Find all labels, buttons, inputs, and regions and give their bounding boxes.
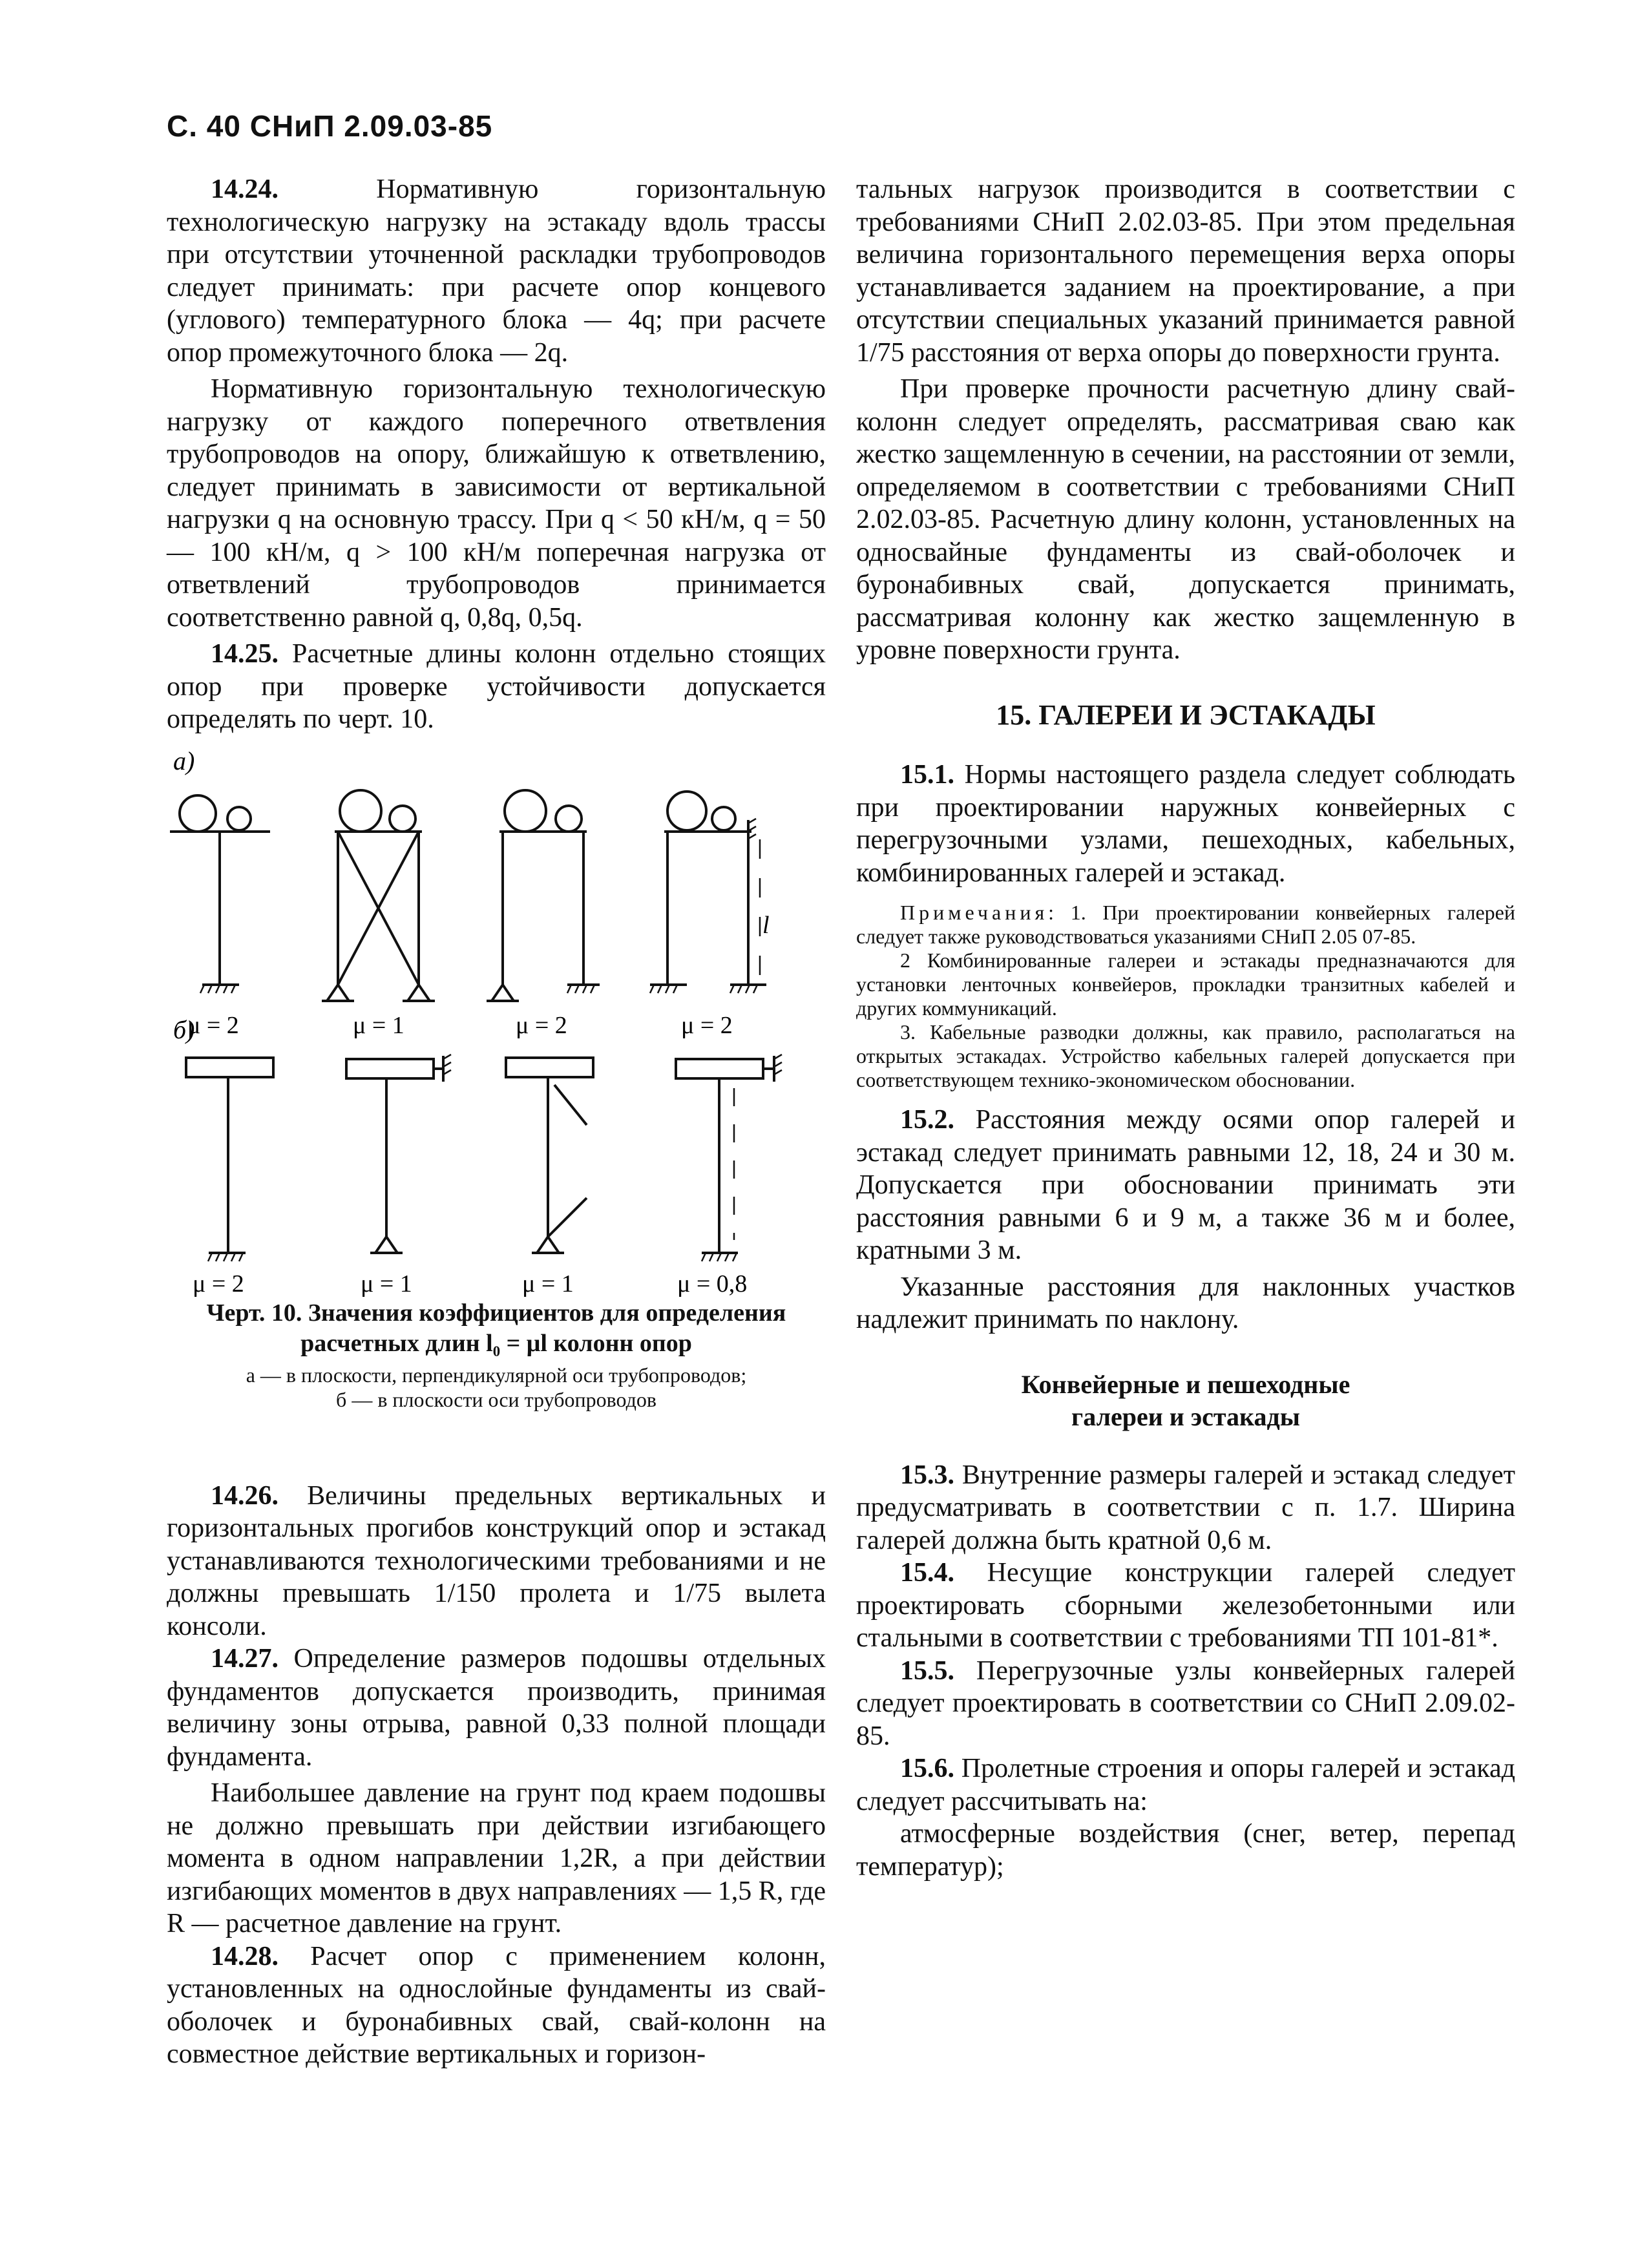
paragraph-15-2-continued: Указанные расстояния для наклонных участков надлежит принимать по наклону. <box>856 1272 1515 1334</box>
paragraph-15-1 <box>856 759 1515 889</box>
scheme-a3 <box>487 790 600 1001</box>
paragraph-14-27-continued: Наибольшее давление на грунт под краем подошвы не должно превышать при действии изгибающего момента в одном направлении 1,2R, а при действии изгибающих моментов в двух направлениях — 1,5 R, где R — расчетное давление на грунт. <box>167 1778 826 1938</box>
mu-b1: μ = 2 <box>193 1270 244 1297</box>
note-3: 3. Кабельные разводки должны, как правило, располагаться на открытых эстакадах. Устройство кабельных галерей допускается при соответствующем технико-экономическом обосновании. <box>856 1020 1515 1091</box>
scheme-b2 <box>346 1055 451 1253</box>
subsection-title-line-1: Конвейерные и пешеходные <box>1021 1369 1350 1399</box>
paragraph-15-5 <box>856 1655 1515 1753</box>
right-column <box>856 173 1515 1883</box>
scheme-a4 <box>650 792 770 993</box>
mu-a3: μ = 2 <box>516 1011 567 1039</box>
clause-number: 15.4. <box>900 1558 954 1588</box>
figure-10-diagram <box>167 742 826 1298</box>
clause-text: Величины предельных вертикальных и горизонтальных прогибов конструкций опор и эстакад устанавливаются технологическими требованиями и не должны превышать 1/150 пролета и 1/75 вылета консоли. <box>167 1480 826 1641</box>
mu-b2: μ = 1 <box>361 1270 412 1297</box>
note-1 <box>856 901 1515 949</box>
clause-number: 14.28. <box>211 1941 278 1971</box>
left-column <box>167 173 826 2071</box>
clause-text: Расчетные длины колонн отдельно стоящих опор при проверке устойчивости допускается определять по черт. 10. <box>167 639 826 734</box>
clause-number: 15.3. <box>900 1460 954 1490</box>
paragraph-15-4 <box>856 1557 1515 1655</box>
length-label: l <box>762 911 770 939</box>
paragraph-14-28 <box>167 1940 826 2071</box>
mu-b4: μ = 0,8 <box>677 1270 748 1297</box>
notes-label: Примечания <box>900 901 1049 924</box>
figure-10 <box>167 742 826 1469</box>
clause-text: Определение размеров подошвы отдельных фундаментов допускается производить, принимая величину зоны отрыва, равной 0,33 полной площади фундамента. <box>167 1644 826 1772</box>
paragraph-15-6-item: атмосферные воздействия (снег, ветер, перепад температур); <box>856 1819 1515 1882</box>
paragraph-14-24 <box>167 173 826 369</box>
figure-legend-a: а — в плоскости, перпендикулярной оси трубопроводов; <box>246 1363 747 1387</box>
paragraph-15-3 <box>856 1459 1515 1557</box>
clause-text: Нормативную горизонтальную технологическую нагрузку на эстакаду вдоль трассы при отсутствии уточненной раскладки трубопроводов следует принимать: при расчете опор концевого (углового) температурного блока — 4q; при расчете опор промежуточного блока — 2q. <box>167 174 826 368</box>
clause-number: 15.1. <box>900 760 954 790</box>
running-head: С. 40 СНиП 2.09.03-85 <box>167 109 493 143</box>
paragraph-14-24-continued: Нормативную горизонтальную технологическую нагрузку от каждого поперечного ответвления трубопроводов на опору, ближайшую к ответвлению, следует принимать в зависимости от вертикальной нагрузки q на основную трассу. При q < 50 кН/м, q = 50 — 100 кН/м, q > 100 кН/м поперечная нагрузка от ответвлений трубопроводов принимается соответственно равной q, 0,8q, 0,5q. <box>167 374 826 633</box>
mu-a1: μ = 2 <box>187 1011 239 1039</box>
note-1-text: : 1. При проектировании конвейерных галерей следует также руководствоваться указаниями СНиП 2.05 07-85. <box>856 901 1515 948</box>
clause-number: 14.25. <box>211 639 278 669</box>
mu-b3: μ = 1 <box>522 1270 574 1297</box>
clause-text: Нормы настоящего раздела следует соблюдать при проектировании наружных конвейерных с перегрузочными узлами, пешеходных, кабельных, комбинированных галерей и эстакад. <box>856 760 1515 888</box>
clause-number: 14.26. <box>211 1480 278 1511</box>
figure-caption <box>167 1298 826 1359</box>
clause-text: Несущие конструкции галерей следует проектировать сборными железобетонными или стальными в соответствии с требованиями ТП 101-81*. <box>856 1558 1515 1653</box>
figure-legend-b: б — в плоскости оси трубопроводов <box>336 1387 656 1411</box>
paragraph-14-27 <box>167 1643 826 1773</box>
paragraph-15-6 <box>856 1752 1515 1818</box>
notes-block <box>856 901 1515 1092</box>
paragraph-14-25 <box>167 638 826 736</box>
subsection-title-line-2: галереи и эстакады <box>1071 1402 1300 1431</box>
scheme-b3 <box>506 1058 593 1253</box>
clause-number: 14.27. <box>211 1644 278 1674</box>
clause-text: Внутренние размеры галерей и эстакад следует предусматривать в соответствии с п. 1.7. Ширина галерей должна быть кратной 0,6 м. <box>856 1460 1515 1555</box>
mu-a4: μ = 2 <box>681 1011 733 1039</box>
clause-number: 14.24. <box>211 174 278 204</box>
section-title: 15. ГАЛЕРЕИ И ЭСТАКАДЫ <box>996 698 1376 731</box>
clause-text: Перегрузочные узлы конвейерных галерей следует проектировать в соответствии со СНиП 2.09.02-85. <box>856 1655 1515 1751</box>
scheme-a2 <box>322 790 435 1001</box>
figure-caption-title: Черт. 10. Значения коэффициентов для определения расчетных длин l₀ = μl колонн опор <box>206 1299 786 1357</box>
subsection-title <box>856 1369 1515 1433</box>
clause-number: 15.5. <box>900 1655 954 1686</box>
note-2: 2 Комбинированные галереи и эстакады предназначаются для установки ленточных конвейеров, прокладки транзитных кабелей и других коммуникаций. <box>856 949 1515 1020</box>
paragraph-15-2 <box>856 1104 1515 1267</box>
clause-number: 15.2. <box>900 1105 954 1135</box>
paragraph-strength-check: При проверке прочности расчетную длину свай-колонн следует определять, рассматривая сваю как жестко защемленную в сечении, на расстоянии от земли, определяемом в соответствии с требованиями СНиП 2.02.03-85. Расчетную длину колонн, установленных на односвайные фундаменты из свай-оболочек и буронабивных свай, допускается принимать, рассматривая колонну как жестко защемленную в уровне поверхности грунта. <box>856 374 1515 665</box>
paragraph-14-26 <box>167 1480 826 1643</box>
scheme-a1 <box>170 795 270 993</box>
row-a-label: а) <box>173 746 195 775</box>
figure-legend <box>167 1363 826 1412</box>
scheme-b4 <box>676 1055 782 1261</box>
scheme-b1 <box>186 1058 273 1261</box>
mu-a2: μ = 1 <box>353 1011 404 1039</box>
clause-text: Расчет опор с применением колонн, установленных на однослойные фундаменты из свай-оболочек и буронабивных свай, свай-колонн на совместное действие вертикальных и горизон- <box>167 1941 826 2069</box>
clause-text: Пролетные строения и опоры галерей и эстакад следует рассчитывать на: <box>856 1754 1515 1816</box>
clause-number: 15.6. <box>900 1754 954 1783</box>
clause-text: Расстояния между осями опор галерей и эстакад следует принимать равными 12, 18, 24 и 30 м. Допускается при обосновании принимать эти расстояния равными 6 и 9 м, а также 36 м и более, кратными 3 м. <box>856 1105 1515 1265</box>
paragraph-14-28-continued: тальных нагрузок производится в соответствии с требованиями СНиП 2.02.03-85. При этом предельная величина горизонтального перемещения верха опоры устанавливается заданием на проектирование, а при отсутствии специальных указаний принимается равной 1/75 расстояния от верха опоры до поверхности грунта. <box>856 174 1515 368</box>
row-b-label: б) <box>173 1014 195 1044</box>
